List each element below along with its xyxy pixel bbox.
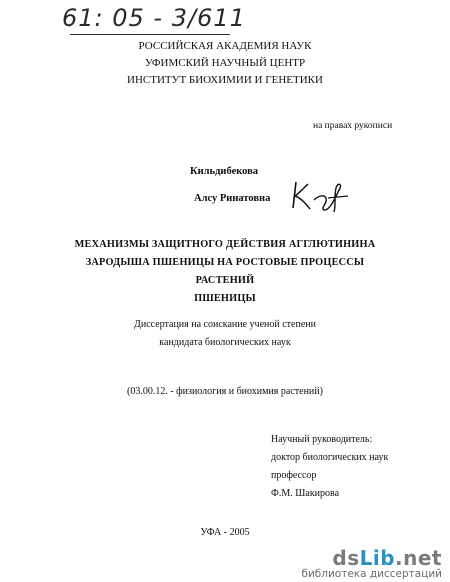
- place-year: УФА - 2005: [200, 527, 250, 538]
- rights-note: на правах рукописи: [313, 121, 393, 131]
- title-line-2: ЗАРОДЫША ПШЕНИЦЫ НА РОСТОВЫЕ ПРОЦЕССЫ РАСТЕНИЙ: [85, 257, 365, 286]
- dissertation-title: [70, 236, 380, 308]
- institution-line-3: ИНСТИТУТ БИОХИМИИ И ГЕНЕТИКИ: [127, 74, 323, 86]
- supervisor-rank: профессор: [271, 470, 317, 481]
- dissertation-degree-line-2: кандидата биологических наук: [159, 337, 291, 348]
- supervisor-name: Ф.М. Шакирова: [271, 488, 340, 499]
- archive-stamp-code: 61: 05 - 3/611: [62, 4, 246, 32]
- watermark-logo: [301, 547, 442, 569]
- watermark-logo-net: .net: [395, 546, 442, 570]
- specialty-code: (03.00.12. - физиология и биохимия растений): [127, 386, 323, 397]
- watermark: [301, 547, 442, 580]
- supervisor-degree: доктор биологических наук: [271, 452, 389, 463]
- watermark-subtitle: библиотека диссертаций: [301, 568, 442, 580]
- dissertation-degree-line-1: Диссертация на соискание ученой степени: [134, 319, 316, 330]
- watermark-logo-lib: Lib: [359, 546, 396, 570]
- handwritten-signature: [290, 178, 352, 214]
- institution-line-1: РОССИЙСКАЯ АКАДЕМИЯ НАУК: [138, 40, 312, 52]
- stamp-underline: [70, 34, 230, 35]
- author-surname: Кильдибекова: [190, 166, 259, 177]
- watermark-logo-ds: ds: [332, 546, 360, 570]
- institution-line-2: УФИМСКИЙ НАУЧНЫЙ ЦЕНТР: [144, 57, 306, 69]
- title-line-3: ПШЕНИЦЫ: [194, 293, 256, 304]
- supervisor-label: Научный руководитель:: [271, 434, 373, 445]
- author-given-name: Алсу Ринатовна: [194, 193, 271, 204]
- title-line-1: МЕХАНИЗМЫ ЗАЩИТНОГО ДЕЙСТВИЯ АГГЛЮТИНИНА: [74, 239, 376, 250]
